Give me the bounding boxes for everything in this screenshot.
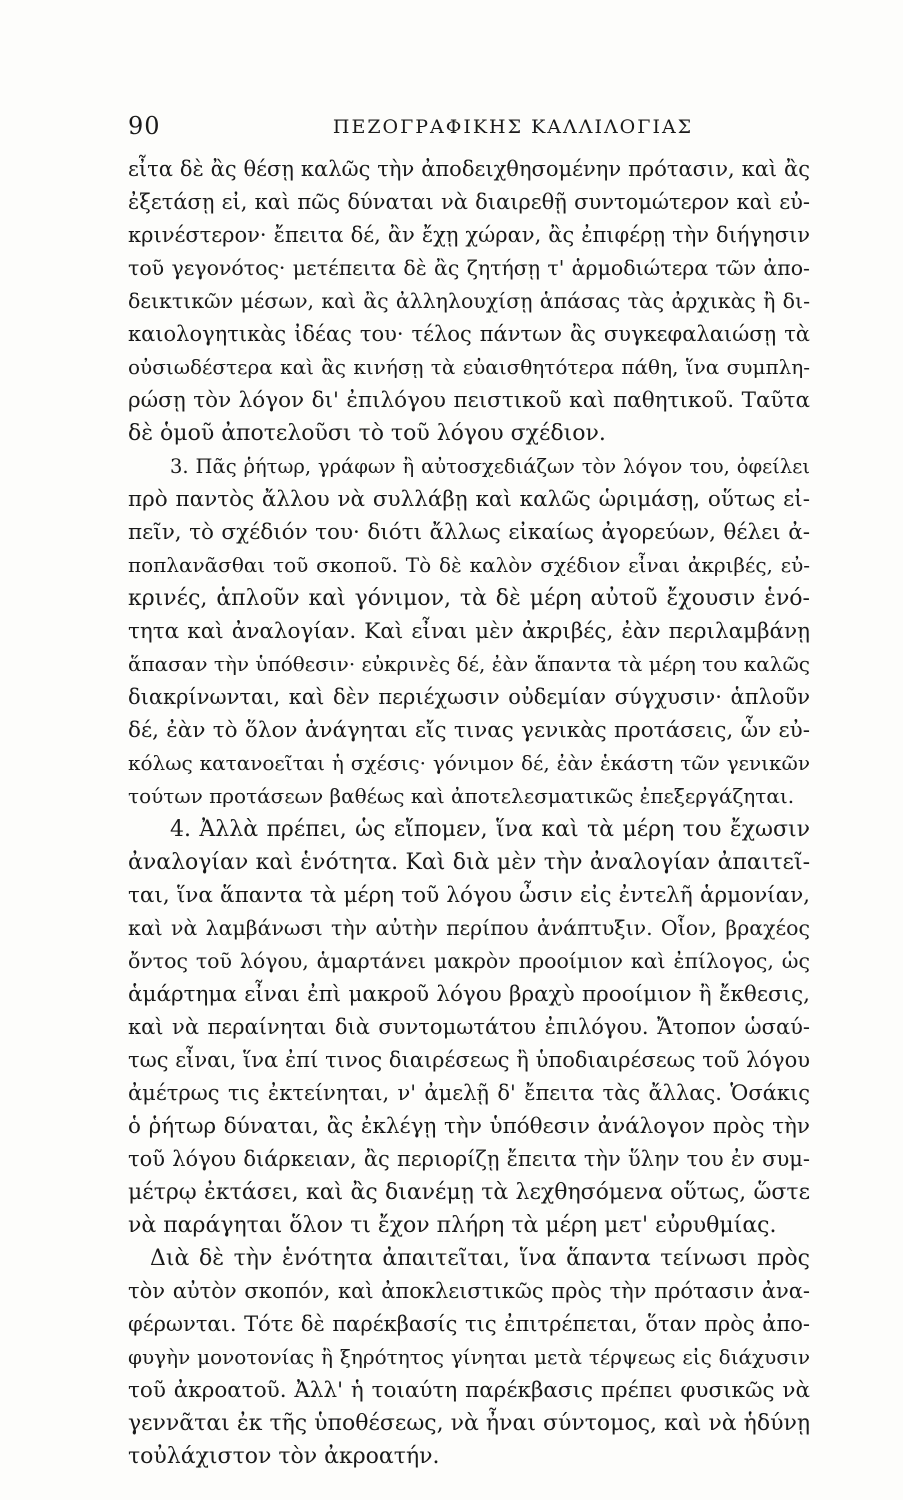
text-line: τοῦ λόγου διάρκειαν, ἂς περιορίζῃ ἔπειτα τὴν ὕλην του ἐν συμ-	[128, 1147, 810, 1171]
text-line: ὄντος τοῦ λόγου, ἁμαρτάνει μακρὸν προοίμιον καὶ ἐπίλογος, ὡς	[128, 949, 810, 973]
section-4-start: 4. Ἀλλὰ πρέπει, ὡς εἴπομεν, ἵνα καὶ τὰ μέρη του ἔχωσιν	[170, 817, 810, 842]
text-line: φυγὴν μονοτονίας ἢ ξηρότητος γίνηται μετὰ τέρψεως εἰς διάχυσιν	[128, 1345, 810, 1369]
text-line: πρὸ παντὸς ἄλλου νὰ συλλάβῃ καὶ καλῶς ὡριμάσῃ, οὕτως εἰ-	[128, 487, 810, 512]
text-line: τούτων προτάσεων βαθέως καὶ ἀποτελεσματικῶς ἐπεξεργάζηται.	[128, 784, 795, 808]
text-line: δέ, ἐὰν τὸ ὅλον ἀνάγηται εἴς τινας γενικὰς προτάσεις, ὧν εὐ-	[128, 718, 810, 743]
text-line: οὐσιωδέστερα καὶ ἂς κινήσῃ τὰ εὐαισθητότερα πάθη, ἵνα συμπλη-	[128, 355, 810, 379]
text-line: δεικτικῶν μέσων, καὶ ἂς ἀλληλουχίσῃ ἁπάσας τὰς ἀρχικὰς ἢ δι-	[128, 289, 810, 313]
text-line: ὁ ῥήτωρ δύναται, ἂς ἐκλέγῃ τὴν ὑπόθεσιν ἀνάλογον πρὸς τὴν	[128, 1114, 810, 1139]
text-line: εἶτα δὲ ἂς θέσῃ καλῶς τὴν ἀποδειχθησομένην πρότασιν, καὶ ἂς	[128, 157, 810, 181]
text-line: πεῖν, τὸ σχέδιόν του· διότι ἄλλως εἰκαίως ἀγορεύων, θέλει ἀ-	[128, 520, 810, 545]
text-line: δὲ ὁμοῦ ἀποτελοῦσι τὸ τοῦ λόγου σχέδιον.	[128, 421, 606, 446]
text-line: καιολογητικὰς ἰδέας του· τέλος πάντων ἂς συγκεφαλαιώσῃ τὰ	[128, 322, 810, 346]
text-line: φέρωνται. Τότε δὲ παρέκβασίς τις ἐπιτρέπεται, ὅταν πρὸς ἀπο-	[128, 1312, 810, 1336]
text-line: κρινέστερον· ἔπειτα δέ, ἂν ἔχῃ χώραν, ἂς ἐπιφέρῃ τὴν διήγησιν	[128, 223, 810, 247]
text-line: τητα καὶ ἀναλογίαν. Καὶ εἶναι μὲν ἀκριβές, ἐὰν περιλαμβάνῃ	[128, 619, 810, 644]
section-3-start: 3. Πᾶς ῥήτωρ, γράφων ἢ αὐτοσχεδιάζων τὸν λόγον του, ὀφείλει	[170, 455, 810, 478]
text-line: ἐξετάσῃ εἰ, καὶ πῶς δύναται νὰ διαιρεθῇ συντομώτερον καὶ εὐ-	[128, 190, 810, 214]
text-line: ἀμέτρως τις ἐκτείνηται, ν' ἀμελῇ δ' ἔπειτα τὰς ἄλλας. Ὁσάκις	[128, 1081, 810, 1105]
text-line: κόλως κατανοεῖται ἡ σχέσις· γόνιμον δέ, ἐὰν ἑκάστη τῶν γενικῶν	[128, 751, 810, 775]
text-line: ται, ἵνα ἅπαντα τὰ μέρη τοῦ λόγου ὦσιν εἰς ἐντελῆ ἁρμονίαν,	[128, 883, 810, 908]
paragraph-start: Διὰ δὲ τὴν ἑνότητα ἀπαιτεῖται, ἵνα ἅπαντα τείνωσι πρὸς	[150, 1246, 810, 1271]
text-line: ἀναλογίαν καὶ ἑνότητα. Καὶ διὰ μὲν τὴν ἀναλογίαν ἀπαιτεῖ-	[128, 850, 810, 875]
text-line: ἅπασαν τὴν ὑπόθεσιν· εὐκρινὲς δέ, ἐὰν ἅπαντα τὰ μέρη του καλῶς	[128, 652, 810, 676]
running-title: ΠΕΖΟΓΡΑΦΙΚΗΣ ΚΑΛΛΙΛΟΓΙΑΣ	[332, 116, 694, 138]
text-line: ρώσῃ τὸν λόγον δι' ἐπιλόγου πειστικοῦ καὶ παθητικοῦ. Ταῦτα	[128, 388, 810, 413]
text-line: νὰ παράγηται ὅλον τι ἔχον πλήρη τὰ μέρη μετ' εὐρυθμίας.	[128, 1213, 777, 1238]
page-header	[128, 112, 808, 148]
body-text	[128, 153, 810, 1473]
page-number: 90	[128, 112, 161, 140]
text-line: γεννᾶται ἐκ τῆς ὑποθέσεως, νὰ ἦναι σύντομος, καὶ νὰ ἡδύνῃ	[128, 1411, 810, 1436]
text-line: μέτρῳ ἐκτάσει, καὶ ἂς διανέμῃ τὰ λεχθησόμενα οὕτως, ὥστε	[128, 1180, 810, 1205]
text-line: ποπλανᾶσθαι τοῦ σκοποῦ. Τὸ δὲ καλὸν σχέδιον εἶναι ἀκριβές, εὐ-	[128, 553, 810, 577]
text-line: διακρίνωνται, καὶ δὲν περιέχωσιν οὐδεμίαν σύγχυσιν· ἁπλοῦν	[128, 685, 810, 709]
text-line: ἁμάρτημα εἶναι ἐπὶ μακροῦ λόγου βραχὺ προοίμιον ἢ ἔκθεσις,	[128, 982, 810, 1007]
text-line: τὸν αὐτὸν σκοπόν, καὶ ἀποκλειστικῶς πρὸς τὴν πρότασιν ἀνα-	[128, 1279, 810, 1303]
text-line: τοῦ ἀκροατοῦ. Ἀλλ' ἡ τοιαύτη παρέκβασις πρέπει φυσικῶς νὰ	[128, 1378, 810, 1403]
text-line: τοὐλάχιστον τὸν ἀκροατήν.	[128, 1444, 440, 1469]
text-line: τοῦ γεγονότος· μετέπειτα δὲ ἂς ζητήσῃ τ' ἁρμοδιώτερα τῶν ἀπο-	[128, 256, 810, 280]
text-line: καὶ νὰ περαίνηται διὰ συντομωτάτου ἐπιλόγου. Ἄτοπον ὡσαύ-	[128, 1015, 810, 1039]
text-line: κρινές, ἁπλοῦν καὶ γόνιμον, τὰ δὲ μέρη αὐτοῦ ἔχουσιν ἑνό-	[128, 586, 810, 611]
text-line: καὶ νὰ λαμβάνωσι τὴν αὐτὴν περίπου ἀνάπτυξιν. Οἷον, βραχέος	[128, 916, 810, 940]
text-line: τως εἶναι, ἵνα ἐπί τινος διαιρέσεως ἢ ὑποδιαιρέσεως τοῦ λόγου	[128, 1048, 810, 1072]
